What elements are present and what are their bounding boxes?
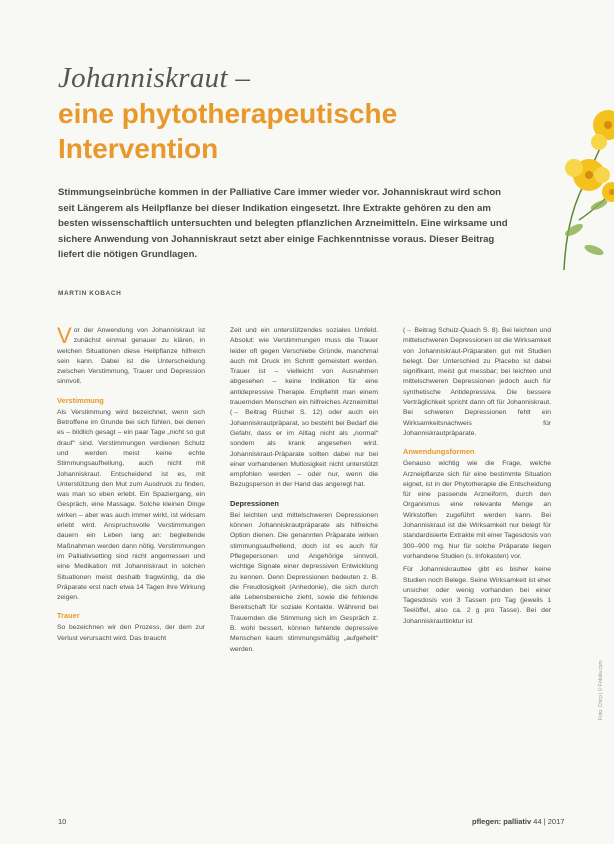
paragraph: (→ Beitrag Schulz-Quach S. 8). Bei leichten und mittelschweren Depressionen ist die Wirksamkeit von Johanniskraut-Präparaten gut mit Studien belegt. Der Unterschied zu Placebo ist dabei signifikant, meist gut messbar; bei leichten und mittelschweren Depressionen jedoch auch für synthetische Antidepressiva. Die bessere Verträglichkeit spricht dann oft für Johanniskraut. Bei schweren Depressionen fehlt ein Wirksamkeitsnachweis für Johanniskrautpräparate. — [403, 327, 551, 437]
journal-issue: 44 | 2017 — [533, 817, 565, 826]
intro-text: or der Anwendung von Johanniskraut ist zunächst einmal genauer zu klären, in welchen Situationen diese Heilpflanze hilfreich sein kann. Dabei ist die Unterscheidung zwischen Verstimmung, Trauer und Depression sinnvoll. — [57, 327, 205, 386]
text-column-2 — [230, 326, 378, 658]
journal-name: pflegen: palliativ — [472, 817, 532, 826]
page-title-line-1: Johanniskraut – — [58, 62, 251, 94]
drop-cap: V — [57, 323, 72, 348]
section-heading-depressionen: Depressionen — [230, 498, 279, 508]
paragraph: Genauso wichtig wie die Frage, welche Arzneipflanze sich für eine bestimmte Situation eignet, ist in der Phytotherapie die Entscheidung für eine passende Arzneiform, durch den Organismus eine relevante Menge an Wirkstoffen zugeführt werden kann. Bei Johanniskraut ist die Wirksamkeit nur belegt für standardisierte Extrakte mit einer Tagesdosis von 300–900 mg. Nur für solche Präparate liegen vorhandene Studien (s. Infokasten) vor. — [403, 460, 551, 560]
intro-paragraph — [57, 323, 205, 388]
author-byline: MARTIN KOBACH — [58, 290, 122, 297]
paragraph: So bezeichnen wir den Prozess, der dem zur Verlust verursacht wird. Das braucht — [57, 624, 205, 642]
journal-footer — [472, 817, 564, 826]
text-column-3 — [403, 326, 551, 630]
photo-credit: Foto: Chirp | © Fotolia.com — [598, 660, 604, 720]
page-number: 10 — [58, 817, 67, 826]
article-lead: Stimmungseinbrüche kommen in der Palliative Care immer wieder vor. Johanniskraut wird schon seit Längerem als Heilpflanze bei dieser Indikation eingesetzt. Ihre Extrakte gehören zu den am besten wissenschaftlich untersuchten und belegten pflanzlichen Arzneimitteln. Eine wirksame und sichere Anwendung von Johanniskraut setzt aber einige Fachkenntnisse voraus. Dieser Beitrag liefert die nötigen Grundlagen. — [58, 187, 508, 261]
section-heading-anwendungsformen: Anwendungsformen — [403, 447, 475, 457]
page-title-line-3: Intervention — [58, 133, 219, 164]
text-column-1 — [57, 323, 205, 647]
section-heading-trauer: Trauer — [57, 611, 80, 621]
st-johns-wort-flower-illustration — [504, 80, 614, 270]
page-title-line-2: eine phytotherapeutische — [58, 98, 398, 129]
paragraph: Zeit und ein unterstützendes soziales Umfeld. Absolut: wie Verstimmungen muss die Trauer leider oft gegen Verschiebe Gründe, manchmal auch mit Druck im Schritt gemeistert werden. Trauer ist – vielleicht von Ausnahmen abgesehen – keine Indikation für eine antidepressive Therapie. Empfiehlt man einem trauernden Menschen ein hilfreiches Arzneimittel (→ Beitrag Rüchel S. 12) oder auch ein Johanniskrautpräparat, so besteht bei Bedarf die Gefahr, dass er im Alltag nicht als „normal“ sondern als krank angesehen wird. Johanniskraut-Präparate sollten dabei nur bei einer vorhandenen Mutlosigkeit nicht unterstützt empfohlen werden – oder nur, wenn die Bezugsperson in der Hand das angeregt hat. — [230, 327, 378, 489]
section-heading-verstimmung: Verstimmung — [57, 395, 104, 405]
paragraph: Bei leichten und mittelschweren Depressionen können Johanniskrautpräparate als hilfreiche Option dienen. Die genannten Präparate wirken stimmungsaufhellend, doch ist es auch für Pflegepersonen und Angehörige sinnvoll, wichtige Signale einer depressiven Entwicklung zu kennen. Denn Depressionen bedeuten z. B. die Freudlosigkeit (Anhedonie), die sich durch alle Lebensbereiche zieht, sowie die fehlende Bereitschaft für soziale Kontakte. Während bei Trauernden die Stimmung sich im Gespräch z. B. wohl bessert, können fehlende depressive Menschen kaum stimmungsmäßig „aufgehellt“ werden. — [230, 511, 378, 653]
paragraph: Für Johanniskrauttee gibt es bisher keine Studien noch Belege. Seine Wirksamkeit ist eher unsicher oder wenig vorhanden bei einer Tagesdosis von 3 Tassen pro Tag (jeweils 1 Teelöffel, also ca. 2 g pro Tasse). Bei der Johanniskrauttinktur ist — [403, 566, 551, 625]
paragraph: Als Verstimmung wird bezeichnet, wenn sich Betroffene im Grunde bei sich fühlen, bei denen es – bildlich gesagt – ein paar Tage „nicht so gut drauf“ sind. Verstimmungen verdienen Schutz und werden meist keine echte Stimmungsaufhellung, auch nicht mit Johanniskraut. Entscheidend ist es, mit Unterstützung den Mut zum Ausdruck zu finden, was man so eben erlebt. Ein Spaziergang, ein Gespräch, eine Massage. Solche kleinen Dinge wirken – aber was auch immer wirkt, ist wirksam erlebt wird. Anspruchsvolle Verstimmungen dauern ein Leben lang an: begleitende Maßnahmen werden dann nötig. Verstimmungen im Palliativsetting sind nicht angemessen und eine Medikation mit Johanniskraut in solchen Situationen meist deshalb fragwürdig, da die Präparate erst nach etwa 14 Tagen ihre Wirkung zeigen. — [57, 408, 205, 602]
